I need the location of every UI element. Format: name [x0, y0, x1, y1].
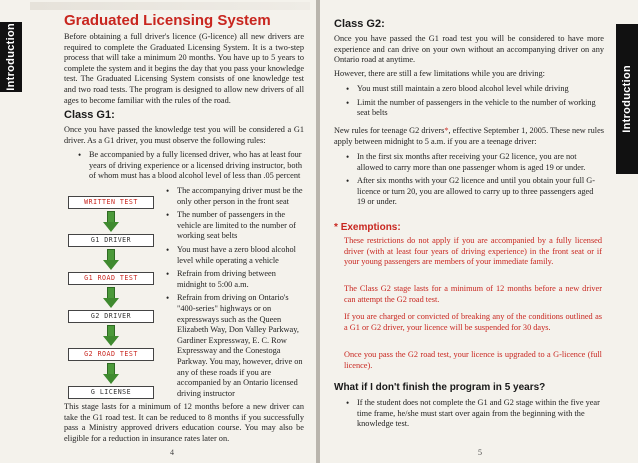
page-number: 5: [478, 448, 482, 457]
g1-main-list: [76, 150, 304, 185]
exemption-paragraph: Once you pass the G2 road test, your licence is upgraded to a G-licence (full licence).: [344, 350, 602, 370]
section-tab-left: [0, 22, 22, 92]
g1-heading: Class G1:: [64, 109, 115, 121]
flow-step-g-license: G LICENSE: [68, 386, 154, 399]
section-tab-label: Introduction: [5, 23, 17, 91]
down-arrow-icon: [103, 211, 119, 233]
page-title: Graduated Licensing System: [64, 12, 271, 29]
down-arrow-icon: [103, 325, 119, 347]
flow-step-g2-driver: G2 DRIVER: [68, 310, 154, 323]
list-item: • The number of passengers in the vehicle are limited to the number of working seat belts: [164, 210, 304, 242]
exemptions-label: Exemptions:: [340, 222, 401, 233]
section-tab-right: [616, 24, 638, 174]
list-item: • Be accompanied by a fully licensed driver, who has at least four years of driving experience or a licensed driving instructor, both of whom must has a blood alcohol level of less than .05 percent: [76, 150, 304, 182]
flow-step-written-test: WRITTEN TEST: [68, 196, 154, 209]
exemption-paragraph: The Class G2 stage lasts for a minimum of 12 months before a new driver can attempt the G2 road test.: [344, 284, 602, 304]
page-number: 4: [170, 448, 174, 457]
faq-heading: What if I don't finish the program in 5 years?: [334, 382, 546, 393]
g1-intro: Once you have passed the knowledge test you will be considered a G1 driver. As a G1 driver, you must observe the following rules:: [64, 125, 304, 145]
list-item: • You must have a zero blood alcohol level while operating a vehicle: [164, 245, 304, 266]
down-arrow-icon: [103, 249, 119, 271]
intro-paragraph: Before obtaining a full driver's licence (G-licence) all new drivers are required to complete the Graduated Licensing System. It is a two-step process that will take a minimum 20 months. You have up to 5 years to complete the system and it begins the day that you pass your knowledge test. The Graduated Licensing System consists of one knowledge test and two road tests. The program is designed to allow new drivers of all ages to become familiar with the rules of the road.: [64, 32, 304, 105]
down-arrow-icon: [103, 287, 119, 309]
list-item: • You must still maintain a zero blood alcohol level while driving: [344, 84, 604, 95]
g2-heading: Class G2:: [334, 18, 385, 30]
list-item: • If the student does not complete the G1 and G2 stage within the five year time frame, he/she must start over again from the beginning with the knowledge test.: [344, 398, 602, 430]
exemption-paragraph: If you are charged or convicted of breaking any of the conditions outlined as a G1 or G2 driver, your licence will be suspended for 30 days.: [344, 312, 602, 332]
teen-rules-prefix: New rules for teenage G2 drivers: [334, 126, 445, 135]
list-item: • After six months with your G2 licence and until you obtain your full G-licence or turn 20, you are allowed to carry up to three passengers aged 19 or under.: [344, 176, 602, 208]
list-item: • Refrain from driving on Ontario's "400-series" highways or on expressways such as the Queen Elizabeth Way, Don Valley Parkway, Gardiner Expressway, E. C. Row Expressway and the Conestoga Parkway. You may, however, drive on any of these roads if you are accompanied by an Ontario licensed driving instructor: [164, 293, 304, 399]
g1-rules-list: [164, 186, 304, 402]
list-item: • The accompanying driver must be the only other person in the front seat: [164, 186, 304, 207]
exemptions-heading: [334, 222, 401, 233]
asterisk-marker: *: [334, 222, 338, 233]
flow-step-g1-driver: G1 DRIVER: [68, 234, 154, 247]
exemption-paragraph: These restrictions do not apply if you are accompanied by a fully licensed driver (with at least four years of driving experience) in the front seat or if your young passengers are members of your immediate family.: [344, 236, 602, 267]
flow-step-g1-road-test: G1 ROAD TEST: [68, 272, 154, 285]
list-item: • Limit the number of passengers in the vehicle to the number of working seat belts: [344, 98, 604, 119]
g2-intro: Once you have passed the G1 road test you will be considered to have more experience and can drive on your own without an accompanying driver on any Ontario road at anytime.: [334, 34, 604, 65]
teen-rules-intro: [334, 126, 604, 147]
section-tab-label: Introduction: [621, 65, 633, 133]
asterisk-marker: *: [444, 126, 449, 135]
teen-rules-suffix: , effective September 1, 2005. These new rules apply between midnight to 5 a.m. if you are a teenage driver:: [334, 126, 604, 146]
down-arrow-icon: [103, 363, 119, 385]
g2-limits-list: [344, 84, 604, 122]
faq-list: [344, 398, 602, 433]
left-page: [0, 0, 316, 463]
flow-step-g2-road-test: G2 ROAD TEST: [68, 348, 154, 361]
list-item: • Refrain from driving between midnight to 5:00 a.m.: [164, 269, 304, 290]
g2-limits-intro: However, there are still a few limitations while you are driving:: [334, 69, 545, 78]
teen-rules-list: [344, 152, 602, 211]
bleed-through-text: [30, 2, 310, 10]
g1-closing-paragraph: This stage lasts for a minimum of 12 months before a new driver can take the G1 road test. It can be reduced to 8 months if you successfully pass a Ministry approved drivers education course. You may also be eligible for a reduction in insurance rates later on.: [64, 402, 304, 443]
list-item: • In the first six months after receiving your G2 licence, you are not allowed to carry more than one passenger whom is aged 19 or under.: [344, 152, 602, 173]
